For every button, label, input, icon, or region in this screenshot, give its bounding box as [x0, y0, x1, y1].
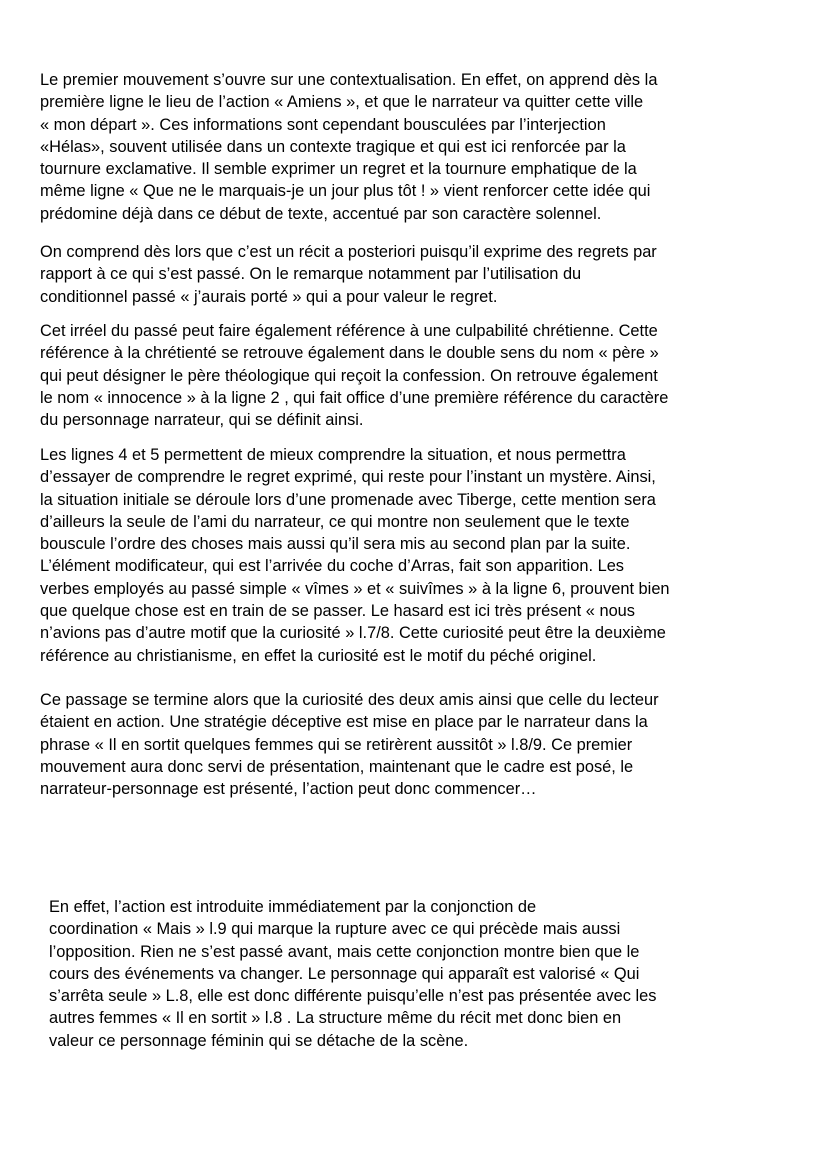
paragraph-recit-a-posteriori: On comprend dès lors que c’est un récit a posteriori puisqu’il exprime des regrets par rapport à ce qui s’est passé. On le remarque notamment par l’utilisation du conditionnel passé « j’aurais porté » qui a pour valeur le regret.	[40, 243, 657, 306]
paragraph-culpabilite-chretienne: Cet irréel du passé peut faire également référence à une culpabilité chrétienne. Cette référence à la chrétienté se retrouve également dans le double sens du nom « père » qui peut désigner le père théologique qui reçoit la confession. On retrouve également le nom « innocence » à la ligne 2 , qui fait office d’une première référence du caractère du personnage narrateur, qui se définit ainsi.	[40, 322, 669, 430]
paragraph-strategie-deceptive: Ce passage se termine alors que la curiosité des deux amis ainsi que celle du lecteur étaient en action. Une stratégie déceptive est mise en place par le narrateur dans la phrase « Il en sortit quelques femmes qui se retirèrent aussitôt » l.8/9. Ce premier mouvement aura donc servi de présentation, maintenant que le cadre est posé, le narrateur-personnage est présenté, l’action peut donc commencer…	[40, 691, 659, 799]
paragraph-first-movement-intro: Le premier mouvement s’ouvre sur une contextualisation. En effet, on apprend dès la première ligne le lieu de l’action « Amiens », et que le narrateur va quitter cette ville « mon départ ». Ces informations sont cependant bousculées par l’interjection «Hélas», souvent utilisée dans un contexte tragique et qui est ici renforcée par la tournure exclamative. Il semble exprimer un regret et la tournure emphatique de la même ligne « Que ne le marquais-je un jour plus tôt ! » vient renforcer cette idée qui prédomine déjà dans ce début de texte, accentué par son caractère solennel.	[40, 71, 658, 223]
paragraph-lignes-4-5: Les lignes 4 et 5 permettent de mieux comprendre la situation, et nous permettra d’essayer de comprendre le regret exprimé, qui reste pour l’instant un mystère. Ainsi, la situation initiale se déroule lors d’une promenade avec Tiberge, cette mention sera d’ailleurs la seule de l’ami du narrateur, ce qui montre non seulement que le texte bouscule l’ordre des choses mais aussi qu’il sera mis au second plan par la suite. L’élément modificateur, qui est l’arrivée du coche d’Arras, fait son apparition. Les verbes employés au passé simple « vîmes » et « suivîmes » à la ligne 6, prouvent bien que quelque chose est en train de se passer. Le hasard est ici très présent « nous n’avions pas d’autre motif que la curiosité » l.7/8. Cette curiosité peut être la deuxième référence au christianisme, en effet la curiosité est le motif du péché originel.	[40, 446, 670, 665]
paragraph-conjonction-mais: En effet, l’action est introduite immédiatement par la conjonction de coordination « Mais » l.9 qui marque la rupture avec ce qui précède mais aussi l’opposition. Rien ne s’est passé avant, mais cette conjonction montre bien que le cours des événements va changer. Le personnage qui apparaît est valorisé « Qui s’arrêta seule » L.8, elle est donc différente puisqu’elle n’est pas présentée avec les autres femmes « Il en sortit » l.8 . La structure même du récit met donc bien en valeur ce personnage féminin qui se détache de la scène.	[49, 898, 657, 1050]
